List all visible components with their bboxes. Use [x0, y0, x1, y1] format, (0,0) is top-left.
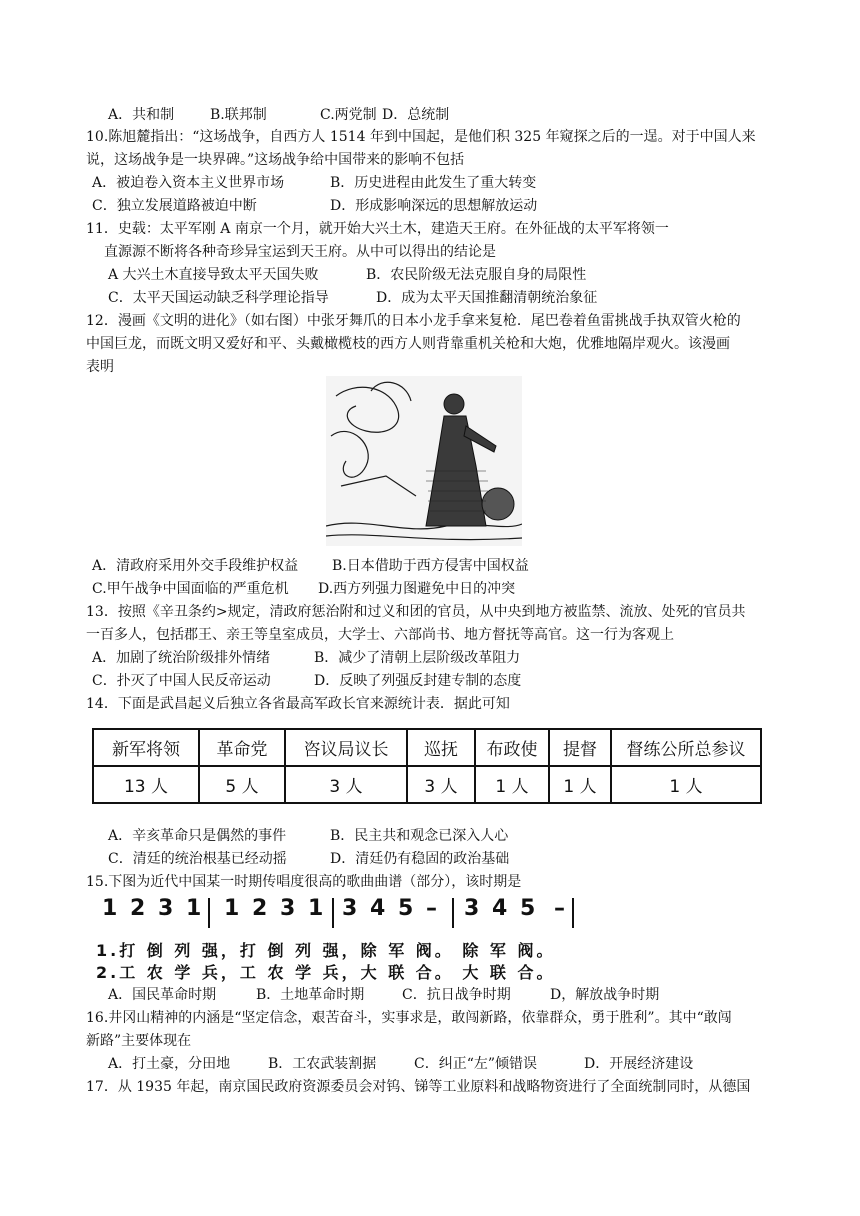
q15-stem: 15.下图为近代中国某一时期传唱度很高的歌曲曲谱（部分），该时期是 [86, 874, 522, 890]
q15-option-b: B．土地革命时期 [256, 987, 365, 1003]
note: 1 [186, 896, 202, 921]
table-header-row [93, 729, 761, 766]
table-header-cell: 提督 [549, 729, 611, 766]
table-cell: 5 人 [199, 766, 285, 803]
note: 3 [342, 896, 358, 921]
bar-line [572, 898, 574, 928]
note: 5 [520, 896, 536, 921]
q13-option-c: C．扑灭了中国人民反帝运动 [92, 673, 271, 689]
q15-options [108, 985, 659, 1005]
q14-options-row1 [108, 826, 508, 846]
note: 2 [130, 896, 146, 921]
q11-options-row2 [108, 288, 597, 308]
lyric-line2: 2.工 农 学 兵，工 农 学 兵，大 联 合。 大 联 合。 [96, 963, 556, 982]
q10-option-c: C．独立发展道路被迫中断 [92, 198, 257, 214]
q11-option-c: C．太平天国运动缺乏科学理论指导 [108, 290, 329, 306]
q15-option-a: A．国民革命时期 [108, 987, 217, 1003]
q16-options [108, 1054, 693, 1074]
bar-line [452, 898, 454, 928]
q11-option-a: A 大兴土木直接导致太平天国失败 [108, 267, 319, 283]
q10-option-b: B．历史进程由此发生了重大转变 [330, 175, 537, 191]
table-header-cell: 布政使 [475, 729, 549, 766]
note: 3 [464, 896, 480, 921]
q15-song-score [96, 896, 586, 986]
q11-stem-line1: 11．史载：太平军刚 A 南京一个月，就开始大兴土木，建造天王府。在外征战的太平军将领一 [86, 221, 669, 237]
table-cell: 1 人 [549, 766, 611, 803]
bar-line [208, 898, 210, 928]
q10-options-row1 [92, 173, 536, 193]
q11-stem-line2: 直源源不断将各种奇珍异宝运到天王府。从中可以得出的结论是 [104, 244, 496, 260]
note: – [554, 896, 565, 921]
bar-line [332, 898, 334, 928]
q9-options [108, 105, 449, 125]
q12-stem-line3: 表明 [86, 359, 114, 375]
q14-statistics-table [92, 728, 762, 804]
note: 1 [308, 896, 324, 921]
q11-options-row1 [108, 265, 586, 285]
note: 2 [252, 896, 268, 921]
q16-option-c: C．纠正“左”倾错误 [414, 1056, 538, 1072]
note: 4 [370, 896, 386, 921]
table-cell: 1 人 [475, 766, 549, 803]
note: 4 [492, 896, 508, 921]
q12-option-a: A．清政府采用外交手段维护权益 [92, 558, 299, 574]
note: 3 [280, 896, 296, 921]
q12-option-c: C.甲午战争中国面临的严重危机 [92, 581, 289, 597]
table-cell: 13 人 [93, 766, 199, 803]
q14-option-c: C．清廷的统治根基已经动摇 [108, 851, 287, 867]
q16-option-b: B．工农武装割据 [268, 1056, 377, 1072]
q13-option-d: D．反映了列强反封建专制的态度 [314, 673, 522, 689]
note: 1 [102, 896, 118, 921]
note: 1 [224, 896, 240, 921]
q12-option-d: D.西方列强力图避免中日的冲突 [318, 581, 516, 597]
q12-option-b: B.日本借助于西方侵害中国权益 [332, 558, 529, 574]
q13-option-b: B．减少了清朝上层阶级改革阻力 [314, 650, 521, 666]
table-header-cell: 革命党 [199, 729, 285, 766]
q11-option-d: D．成为太平天国推翻清朝统治象征 [376, 290, 598, 306]
q12-options-row2 [92, 579, 515, 599]
q14-stem: 14．下面是武昌起义后独立各省最高军政长官来源统计表．据此可知 [86, 696, 510, 712]
q13-stem-line1: 13．按照《辛丑条约>规定，清政府惩治附和过义和团的官员，从中央到地方被监禁、流放、处死的官员共 [86, 604, 746, 620]
table-row [93, 766, 761, 803]
q13-options-row2 [92, 671, 521, 691]
q9-option-d: D．总统制 [382, 107, 450, 123]
note: – [426, 896, 437, 921]
q10-option-a: A．被迫卷入资本主义世界市场 [92, 175, 285, 191]
table-header-cell: 新军将领 [93, 729, 199, 766]
table-header-cell: 巡抚 [407, 729, 475, 766]
q15-option-d: D，解放战争时期 [550, 987, 660, 1003]
q10-option-d: D．形成影响深远的思想解放运动 [330, 198, 538, 214]
q15-option-c: C．抗日战争时期 [402, 987, 511, 1003]
q12-stem-line1: 12．漫画《文明的进化》（如右图）中张牙舞爪的日本小龙手拿来复枪．尾巴卷着鱼雷挑战手执双管火枪的 [86, 313, 741, 329]
q14-option-b: B．民主共和观念已深入人心 [330, 828, 509, 844]
q17-stem-line1: 17．从 1935 年起，南京国民政府资源委员会对钨、锑等工业原料和战略物资进行了全面统制同时，从德国 [86, 1079, 751, 1095]
q13-option-a: A．加剧了统治阶级排外情绪 [92, 650, 271, 666]
q16-option-a: A．打土豪，分田地 [108, 1056, 231, 1072]
q14-option-d: D．清廷仍有稳固的政治基础 [330, 851, 510, 867]
note: 5 [398, 896, 414, 921]
q10-stem-line2: 说，这场战争是一块界碑。”这场战争给中国带来的影响不包括 [86, 152, 465, 168]
q16-option-d: D．开展经济建设 [584, 1056, 694, 1072]
table-cell: 1 人 [611, 766, 761, 803]
q11-option-b: B．农民阶级无法克服自身的局限性 [366, 267, 587, 283]
cartoon-illustration [326, 376, 522, 546]
table-cell: 3 人 [407, 766, 475, 803]
q16-stem-line1: 16.井冈山精神的内涵是“坚定信念，艰苦奋斗，实事求是，敢闯新路，依靠群众，勇于胜利”。其中“敢闯 [86, 1010, 732, 1026]
q14-options-row2 [108, 849, 509, 869]
q12-stem-line2: 中国巨龙，而既文明又爱好和平、头戴橄榄枝的西方人则背靠重机关枪和大炮，优雅地隔岸观火。该漫画 [86, 336, 730, 352]
q14-option-a: A．辛亥革命只是偶然的事件 [108, 828, 287, 844]
q12-options-row1 [92, 556, 529, 576]
table-cell: 3 人 [285, 766, 407, 803]
lyric-line1: 1.打 倒 列 强，打 倒 列 强，除 军 阀。 除 军 阀。 [96, 941, 556, 960]
q13-stem-line2: 一百多人，包括郡王、亲王等皇室成员，大学士、六部尚书、地方督抚等高官。这一行为客观上 [86, 627, 674, 643]
q16-stem-line2: 新路”主要体现在 [86, 1033, 192, 1049]
q10-options-row2 [92, 196, 537, 216]
q9-option-c: C.两党制 [320, 107, 377, 123]
q10-stem-line1: 10.陈旭麓指出：“这场战争，自西方人 1514 年到中国起，是他们积 325 年窥探之后的一逞。对于中国人来 [86, 129, 756, 145]
table-header-cell: 咨议局议长 [285, 729, 407, 766]
q13-options-row1 [92, 648, 520, 668]
q9-option-b: B.联邦制 [210, 107, 267, 123]
note: 3 [158, 896, 174, 921]
q9-option-a: A．共和制 [108, 107, 175, 123]
table-header-cell: 督练公所总参议 [611, 729, 761, 766]
